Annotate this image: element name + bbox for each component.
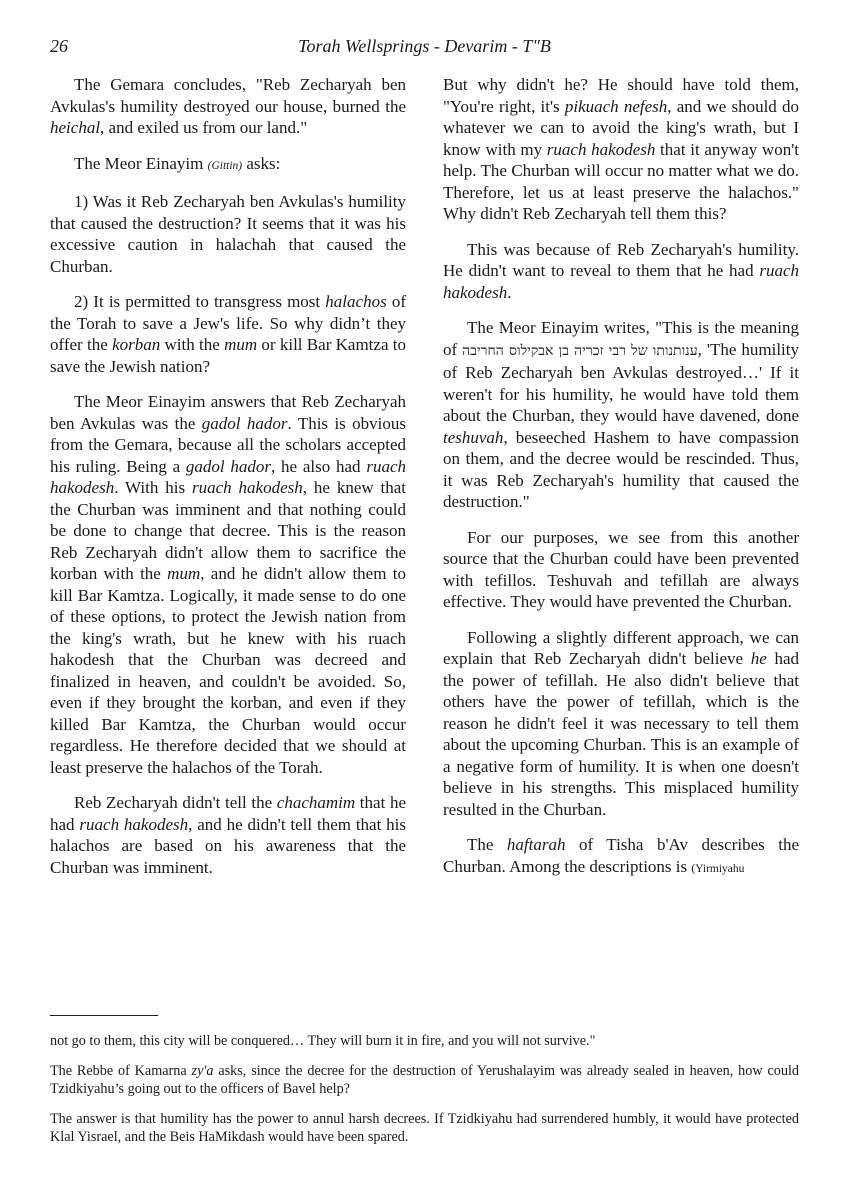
- footnote: The Rebbe of Kamarna zy'a asks, since the decree for the destruction of Yerushalayim was already sealed in heaven, how could Tzidkiyahu’s going out to the officers of Bavel help?: [50, 1063, 799, 1097]
- paragraph: But why didn't he? He should have told them, "You're right, it's pikuach nefesh, and we should do whatever we can to avoid the king's wrath, but I know with my ruach hakodesh that it anyway won't help. The Churban will occur no matter what we do. Therefore, let us at least preserve the halachos." Why didn't Reb Zecharyah tell them this?: [443, 75, 799, 223]
- paragraph: For our purposes, we see from this another source that the Churban could have been prevented with tefillos. Teshuvah and tefillah are always effective. They would have prevented the Churban.: [443, 527, 799, 611]
- page-header: [50, 36, 799, 58]
- paragraph: This was because of Reb Zecharyah's humility. He didn't want to reveal to them that he had ruach hakodesh.: [443, 239, 799, 302]
- left-column: [50, 74, 406, 984]
- footnote: not go to them, this city will be conquered… They will burn it in fire, and you will not survive.": [50, 1033, 596, 1049]
- hebrew-quote: ענותנותו של רבי זכריה בן אבקילוס החריבה: [462, 342, 698, 359]
- source-citation: (Gittin): [207, 159, 243, 172]
- paragraph: The Meor Einayim answers that Reb Zecharyah ben Avkulas was the gadol hador. This is obvious from the Gemara, because all the scholars accepted his ruling. Being a gadol hador, he also had ruach hakodesh. With his ruach hakodesh, he knew that the Churban was imminent and that nothing could be done to change that decree. This is the reason Reb Zecharyah didn't allow them to sacrifice the korban with the mum, and he didn't allow them to kill Bar Kamtza. Logically, it made sense to do one of these options, to protect the Jewish nation from the king's wrath, but he knew with his ruach hakodesh that the Churban was decreed and finalized in heaven, and couldn't be avoided. So, even if they brought the korban, and even if they killed Bar Kamtza, the Churban would occur regardless. He therefore decided that we should at least preserve the halachos of the Torah.: [50, 392, 407, 777]
- paragraph: Reb Zecharyah didn't tell the chachamim that he had ruach hakodesh, and he didn't tell them that his halachos are based on his awareness that the Churban was imminent.: [50, 793, 407, 877]
- footnote: The answer is that humility has the power to annul harsh decrees. If Tzidkiyahu had surrendered humbly, it would have protected Klal Yisrael, and the Beis HaMikdash would have been spared.: [50, 1111, 799, 1145]
- right-column: [443, 74, 799, 984]
- source-citation: (Yirmiyahu: [691, 862, 745, 875]
- paragraph: The Meor Einayim writes, "This is the meaning of ענותנותו של רבי זכריה בן אבקילוס החריבה, 'The humility of Reb Zecharyah ben Avkulas destroyed…' If it weren't for his humility, he would have told them about the Churban, they would have davened, done teshuvah, beseeched Hashem to have compassion on them, and the decree would be rescinded. Thus, it was Reb Zecharyah's humility that caused the destruction.": [443, 318, 799, 511]
- footnotes: [50, 1032, 799, 1158]
- paragraph: Following a slightly different approach, we can explain that Reb Zecharyah didn't believe he had the power of tefillah. He also didn't believe that others have the power of tefillah, which is the reason he didn't feel it was necessary to tell them about the upcoming Churban. This is an example of a negative form of humility. It is when one doesn't believe in his strengths. This misplaced humility resulted in the Churban.: [443, 627, 800, 819]
- paragraph: The Gemara concludes, "Reb Zecharyah ben Avkulas's humility destroyed our house, burned the heichal, and exiled us from our land.": [50, 75, 406, 137]
- paragraph: 2) It is permitted to transgress most halachos of the Torah to save a Jew's life. So why didn’t they offer the korban with the mum or kill Bar Kamtza to save the Jewish nation?: [50, 292, 406, 376]
- page-number: 26: [50, 36, 68, 56]
- paragraph: The Meor Einayim (Gittin) asks:: [74, 153, 281, 173]
- body-columns: [50, 74, 799, 984]
- paragraph: The haftarah of Tisha b'Av describes the Churban. Among the descriptions is (Yirmiyahu: [443, 835, 800, 876]
- footnote-divider: [50, 1015, 158, 1016]
- running-title: Torah Wellsprings - Devarim - T"B: [298, 36, 551, 56]
- paragraph: 1) Was it Reb Zecharyah ben Avkulas's humility that caused the destruction? It seems that it was his excessive caution in halachah that caused the Churban.: [50, 192, 406, 276]
